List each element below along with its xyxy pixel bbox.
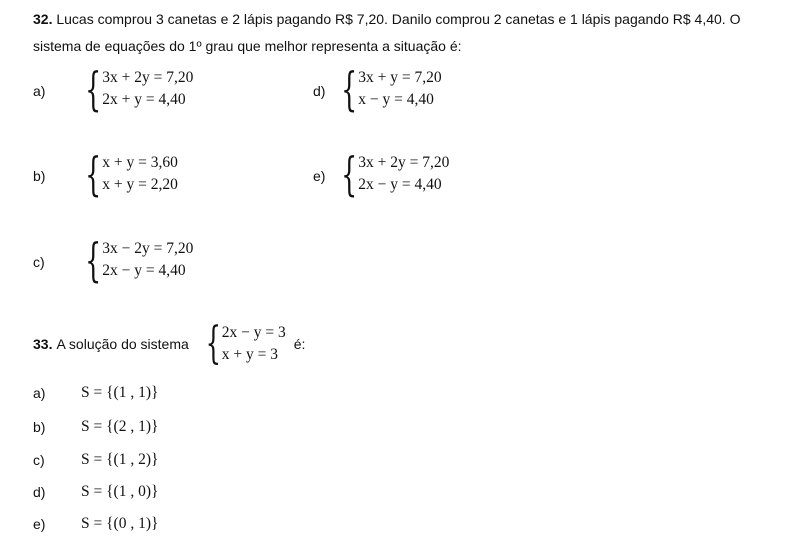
- q32-option-e-eq1: 3x + 2y = 7,20: [358, 154, 450, 171]
- q33-system: [193, 318, 286, 369]
- brace-icon: {: [341, 147, 358, 201]
- q32-option-a-system[interactable]: [72, 62, 194, 116]
- q33-number: 33.: [33, 336, 53, 352]
- q33-option-a-answer[interactable]: S = {(1 , 1)}: [81, 384, 159, 401]
- q32-option-a-eq2: 2x + y = 4,40: [102, 91, 186, 108]
- q33-option-b-letter[interactable]: b): [33, 419, 46, 435]
- q32-option-e-system[interactable]: [328, 147, 450, 201]
- q32-option-c-eq1: 3x − 2y = 7,20: [102, 240, 194, 257]
- q32-number: 32.: [33, 11, 53, 27]
- q33-option-c-answer[interactable]: S = {(1 , 2)}: [81, 451, 159, 468]
- brace-icon: {: [205, 318, 221, 369]
- q33-statement: [33, 318, 306, 369]
- brace-icon: {: [85, 233, 102, 287]
- q33-option-d-answer[interactable]: S = {(1 , 0)}: [81, 483, 159, 500]
- q32-option-c-eq2: 2x − y = 4,40: [102, 262, 186, 279]
- q32-option-b-eq2: x + y = 2,20: [102, 176, 178, 193]
- q33-option-e-answer[interactable]: S = {(0 , 1)}: [81, 515, 159, 532]
- q33-eq2: x + y = 3: [221, 346, 278, 363]
- q33-option-e-letter[interactable]: e): [33, 516, 46, 532]
- brace-icon: {: [341, 62, 358, 116]
- q32-option-d-eq1: 3x + y = 7,20: [358, 69, 442, 86]
- q32-option-b-eq1: x + y = 3,60: [102, 154, 178, 171]
- q33-suffix: é:: [293, 336, 306, 352]
- q32-option-e-eq2: 2x − y = 4,40: [358, 176, 442, 193]
- q32-text-line1: Lucas comprou 3 canetas e 2 lápis pagando R$ 7,20. Danilo comprou 2 canetas e 1 lápis pagando R$ 4,40. O: [56, 11, 741, 27]
- q32-statement-line2: sistema de equações do 1º grau que melhor representa a situação é:: [33, 38, 462, 54]
- q32-option-b-system[interactable]: [72, 147, 178, 201]
- q32-option-a-eq1: 3x + 2y = 7,20: [102, 69, 194, 86]
- q33-prefix: A solução do sistema: [56, 336, 189, 352]
- q32-option-d-letter[interactable]: d): [313, 83, 326, 99]
- q33-option-c-letter[interactable]: c): [33, 452, 45, 468]
- q32-option-e-letter[interactable]: e): [313, 168, 326, 184]
- q33-option-d-letter[interactable]: d): [33, 484, 46, 500]
- q33-eq1: 2x − y = 3: [221, 324, 286, 341]
- q32-option-b-letter[interactable]: b): [33, 168, 46, 184]
- q33-option-a-letter[interactable]: a): [33, 385, 46, 401]
- brace-icon: {: [85, 62, 102, 116]
- q32-option-c-letter[interactable]: c): [33, 254, 45, 270]
- q33-option-b-answer[interactable]: S = {(2 , 1)}: [81, 418, 159, 435]
- q32-option-a-letter[interactable]: a): [33, 83, 46, 99]
- q32-statement-line1: [33, 10, 740, 28]
- q32-option-d-system[interactable]: [328, 62, 442, 116]
- brace-icon: {: [85, 147, 102, 201]
- q32-option-d-eq2: x − y = 4,40: [358, 91, 434, 108]
- q32-option-c-system[interactable]: [72, 233, 194, 287]
